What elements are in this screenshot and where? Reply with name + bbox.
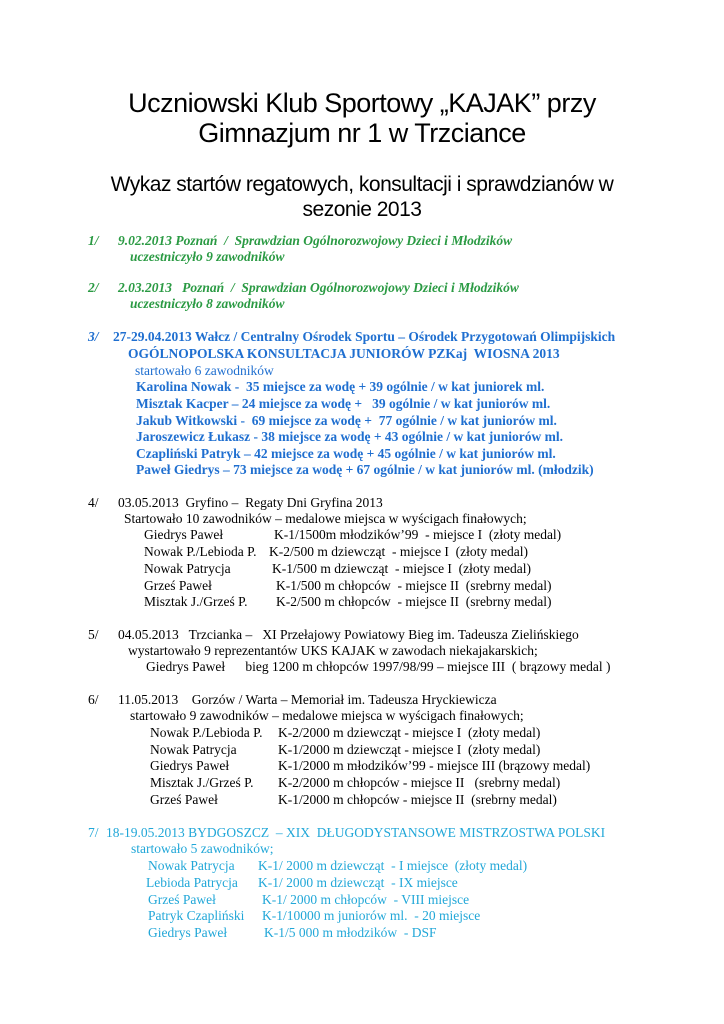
entry-6-heading: 11.05.2013 Gorzów / Warta – Memoriał im. Tadeusza Hryckiewicza [118,692,497,707]
entry-7-result-name: Giedrys Paweł [148,925,228,940]
entry-4-result-name: Misztak J./Grześ P. [144,594,248,609]
page-title-line2: Gimnazjum nr 1 w Trzciance [198,118,526,148]
entry-4-heading: 03.05.2013 Gryfino – Regaty Dni Gryfina 2013 [118,495,383,510]
entry-4-result-name: Grześ Paweł [144,578,212,593]
entry-7-result-name: Patryk Czapliński [148,908,245,923]
entry-4-number: 4/ [88,495,99,510]
entry-7-result-name: Nowak Patrycja [148,858,235,873]
entry-7-result-detail: K-1/5 000 m młodzików - DSF [264,925,437,940]
entry-3-note: startowało 6 zawodników [135,363,274,378]
page-subtitle-line1: Wykaz startów regatowych, konsultacji i sprawdzianów w [110,173,614,196]
entry-3-result: Misztak Kacper – 24 miejsce za wodę + 39 ogólnie / w kat juniorów ml. [136,396,551,411]
entry-2-number: 2/ [88,280,99,295]
entry-4-result-detail: K-2/500 m chłopców - miejsce II (srebrny medal) [276,594,552,609]
entry-5-note: wystartowało 9 reprezentantów UKS KAJAK w zawodach niekajakarskich; [128,643,538,658]
entry-7-result-detail: K-1/ 2000 m dziewcząt - I miejsce (złoty medal) [258,858,528,873]
entry-3-number: 3/ [88,329,99,344]
entry-7-result-name: Grześ Paweł [148,892,216,907]
entry-4-note: Startowało 10 zawodników – medalowe miejsca w wyścigach finałowych; [124,511,527,526]
entry-5-result: Giedrys Paweł bieg 1200 m chłopców 1997/98/99 – miejsce III ( brązowy medal ) [146,659,611,674]
entry-4-result-name: Nowak P./Lebioda P. [144,544,257,559]
entry-6-result-detail: K-1/2000 m chłopców - miejsce II (srebrny medal) [278,792,557,807]
entry-2-heading: 2.03.2013 Poznań / Sprawdzian Ogólnorozwojowy Dzieci i Młodzików [118,280,519,295]
entry-6-result-name: Giedrys Paweł [150,758,230,773]
entry-1-note: uczestniczyło 9 zawodników [130,249,285,264]
entry-7-result-name: Lebioda Patrycja [146,875,238,890]
entry-6-number: 6/ [88,692,99,707]
entry-3-event: OGÓLNOPOLSKA KONSULTACJA JUNIORÓW PZKaj WIOSNA 2013 [128,346,560,361]
entry-6-result-detail: K-1/2000 m młodzików’99 - miejsce III (brązowy medal) [278,758,591,773]
entry-5-heading: 04.05.2013 Trzcianka – XI Przełajowy Powiatowy Bieg im. Tadeusza Zielińskiego [118,627,579,642]
entry-1-number: 1/ [88,233,99,248]
entry-3-heading: 27-29.04.2013 Wałcz / Centralny Ośrodek Sportu – Ośrodek Przygotowań Olimpijskich [113,329,616,344]
entry-7-note: startowało 5 zawodników; [131,841,274,856]
entry-7-heading: 18-19.05.2013 BYDGOSZCZ – XIX DŁUGODYSTANSOWE MISTRZOSTWA POLSKI [106,825,606,840]
entry-6-result-detail: K-1/2000 m dziewcząt - miejsce I (złoty medal) [278,742,541,757]
entry-3-result: Jaroszewicz Łukasz - 38 miejsce za wodę + 43 ogólnie / w kat juniorów ml. [136,429,564,444]
page-title-line1: Uczniowski Klub Sportowy „KAJAK” przy [128,88,596,118]
entry-4-result-detail: K-1/500 m chłopców - miejsce II (srebrny medal) [276,578,552,593]
entry-3-result: Paweł Giedrys – 73 miejsce za wodę + 67 ogólnie / w kat juniorów ml. (młodzik) [136,462,594,477]
entry-5-number: 5/ [88,627,99,642]
page-subtitle-line2: sezonie 2013 [302,198,422,221]
entry-1-heading: 9.02.2013 Poznań / Sprawdzian Ogólnorozwojowy Dzieci i Młodzików [118,233,513,248]
entry-7-result-detail: K-1/10000 m juniorów ml. - 20 miejsce [262,908,481,923]
entry-3-result: Karolina Nowak - 35 miejsce za wodę + 39 ogólnie / w kat juniorek ml. [136,379,545,394]
entry-4-result-detail: K-1/500 m dziewcząt - miejsce I (złoty medal) [272,561,532,576]
entry-6-result-name: Misztak J./Grześ P. [150,775,254,790]
entry-7-number: 7/ [88,825,99,840]
entry-4-result-detail: K-2/500 m dziewcząt - miejsce I (złoty medal) [269,544,529,559]
entry-6-result-name: Nowak P./Lebioda P. [150,725,263,740]
entry-3-result: Czapliński Patryk – 42 miejsce za wodę + 45 ogólnie / w kat juniorów ml. [136,446,556,461]
entry-4-result-detail: K-1/1500m młodzików’99 - miejsce I (złoty medal) [274,527,562,542]
entry-6-result-name: Grześ Paweł [150,792,218,807]
entry-7-result-detail: K-1/ 2000 m dziewcząt - IX miejsce [258,875,458,890]
entry-2-note: uczestniczyło 8 zawodników [130,296,285,311]
entry-6-result-name: Nowak Patrycja [150,742,237,757]
entry-4-result-name: Giedrys Paweł [144,527,224,542]
entry-6-result-detail: K-2/2000 m chłopców - miejsce II (srebrny medal) [278,775,561,790]
entry-4-result-name: Nowak Patrycja [144,561,231,576]
entry-7-result-detail: K-1/ 2000 m chłopców - VIII miejsce [262,892,470,907]
entry-3-result: Jakub Witkowski - 69 miejsce za wodę + 77 ogólnie / w kat juniorów ml. [136,413,557,428]
entry-6-note: startowało 9 zawodników – medalowe miejsca w wyścigach finałowych; [130,708,524,723]
entry-6-result-detail: K-2/2000 m dziewcząt - miejsce I (złoty medal) [278,725,541,740]
